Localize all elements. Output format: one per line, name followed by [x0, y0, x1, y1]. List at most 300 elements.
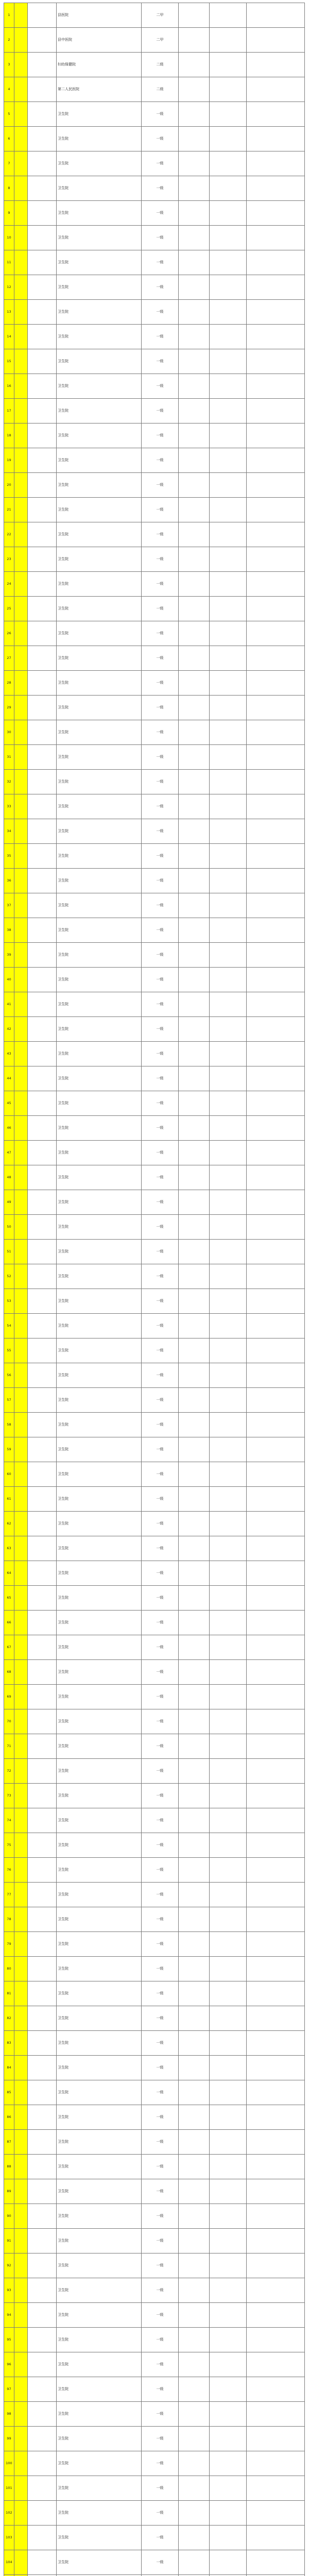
institution-level: 一级 [142, 2278, 179, 2303]
institution-level: 一级 [142, 1091, 179, 1116]
note-cell [247, 572, 305, 597]
note-cell [247, 2352, 305, 2377]
table-row [4, 1957, 305, 1981]
note-cell [247, 102, 305, 127]
value-cell-2 [210, 1883, 247, 1907]
value-cell-1 [179, 2303, 210, 2328]
row-number: 101 [4, 2476, 14, 2501]
value-cell-2 [210, 1561, 247, 1586]
institution-name: 卫生院 [57, 2377, 142, 2402]
table-row [4, 28, 305, 53]
value-cell-2 [210, 325, 247, 349]
note-cell [247, 498, 305, 522]
institution-name: 卫生院 [57, 2006, 142, 2031]
city-cell [14, 1685, 28, 1709]
value-cell-2 [210, 2427, 247, 2451]
county-cell [28, 1388, 57, 1413]
table-row [4, 1413, 305, 1437]
table-row [4, 2526, 305, 2550]
table-row [4, 819, 305, 844]
county-cell [28, 1165, 57, 1190]
county-cell [28, 1932, 57, 1957]
table-row [4, 250, 305, 275]
county-cell [28, 1487, 57, 1512]
note-cell [247, 1685, 305, 1709]
city-cell [14, 2526, 28, 2550]
county-cell [28, 696, 57, 720]
value-cell-1 [179, 1611, 210, 1635]
value-cell-2 [210, 1289, 247, 1314]
row-number: 66 [4, 1611, 14, 1635]
city-cell [14, 2155, 28, 2179]
note-cell [247, 1561, 305, 1586]
institution-level: 一级 [142, 2377, 179, 2402]
value-cell-2 [210, 720, 247, 745]
institution-level: 一级 [142, 1932, 179, 1957]
value-cell-1 [179, 1660, 210, 1685]
institution-level: 一级 [142, 597, 179, 621]
table-row [4, 1784, 305, 1808]
row-number: 59 [4, 1437, 14, 1462]
value-cell-2 [210, 1437, 247, 1462]
value-cell-2 [210, 275, 247, 300]
table-row [4, 151, 305, 176]
value-cell-2 [210, 1957, 247, 1981]
note-cell [247, 1091, 305, 1116]
row-number: 62 [4, 1512, 14, 1536]
institution-name: 卫生院 [57, 1240, 142, 1264]
county-cell [28, 151, 57, 176]
row-number: 39 [4, 943, 14, 968]
institution-name: 卫生院 [57, 1586, 142, 1611]
table-row [4, 968, 305, 992]
institution-name: 卫生院 [57, 1833, 142, 1858]
row-number: 34 [4, 819, 14, 844]
institution-name: 卫生院 [57, 968, 142, 992]
value-cell-1 [179, 2526, 210, 2550]
row-number: 29 [4, 696, 14, 720]
row-number: 4 [4, 77, 14, 102]
institution-level: 一级 [142, 226, 179, 250]
table-row [4, 2328, 305, 2352]
row-number: 54 [4, 1314, 14, 1338]
county-cell [28, 671, 57, 696]
note-cell [247, 1759, 305, 1784]
county-cell [28, 423, 57, 448]
city-cell [14, 893, 28, 918]
note-cell [247, 2179, 305, 2204]
value-cell-1 [179, 399, 210, 423]
city-cell [14, 918, 28, 943]
city-cell [14, 1981, 28, 2006]
institution-name: 卫生院 [57, 1932, 142, 1957]
value-cell-1 [179, 547, 210, 572]
institution-level: 一级 [142, 275, 179, 300]
row-number: 43 [4, 1042, 14, 1066]
value-cell-1 [179, 1833, 210, 1858]
institution-level: 一级 [142, 1907, 179, 1932]
value-cell-2 [210, 2056, 247, 2080]
county-cell [28, 1512, 57, 1536]
value-cell-1 [179, 1190, 210, 1215]
value-cell-1 [179, 2427, 210, 2451]
city-cell [14, 1883, 28, 1907]
row-number: 98 [4, 2402, 14, 2427]
institution-level: 一级 [142, 2229, 179, 2253]
value-cell-1 [179, 1586, 210, 1611]
city-cell [14, 2352, 28, 2377]
institution-name: 卫生院 [57, 2253, 142, 2278]
county-cell [28, 1709, 57, 1734]
value-cell-1 [179, 671, 210, 696]
table-row [4, 2427, 305, 2451]
note-cell [247, 2229, 305, 2253]
note-cell [247, 1215, 305, 1240]
row-number: 27 [4, 646, 14, 671]
city-cell [14, 621, 28, 646]
institution-level: 一级 [142, 1437, 179, 1462]
table-row [4, 374, 305, 399]
county-cell [28, 1264, 57, 1289]
note-cell [247, 893, 305, 918]
note-cell [247, 1981, 305, 2006]
table-row [4, 1635, 305, 1660]
county-cell [28, 2427, 57, 2451]
value-cell-2 [210, 992, 247, 1017]
institution-name: 卫生院 [57, 1808, 142, 1833]
institution-level: 一级 [142, 1635, 179, 1660]
table-row [4, 1314, 305, 1338]
value-cell-1 [179, 597, 210, 621]
city-cell [14, 1091, 28, 1116]
table-row [4, 1586, 305, 1611]
institution-level: 一级 [142, 448, 179, 473]
institution-name: 卫生院 [57, 1734, 142, 1759]
county-cell [28, 646, 57, 671]
value-cell-1 [179, 28, 210, 53]
row-number: 96 [4, 2352, 14, 2377]
institution-name: 卫生院 [57, 696, 142, 720]
row-number: 74 [4, 1808, 14, 1833]
table-row [4, 2451, 305, 2476]
city-cell [14, 498, 28, 522]
county-cell [28, 2377, 57, 2402]
value-cell-1 [179, 1759, 210, 1784]
note-cell [247, 522, 305, 547]
table-row [4, 1759, 305, 1784]
note-cell [247, 1165, 305, 1190]
table-row [4, 2006, 305, 2031]
value-cell-2 [210, 2451, 247, 2476]
institution-level: 一级 [142, 1017, 179, 1042]
value-cell-2 [210, 869, 247, 893]
value-cell-1 [179, 2179, 210, 2204]
city-cell [14, 2056, 28, 2080]
county-cell [28, 2006, 57, 2031]
county-cell [28, 1611, 57, 1635]
row-number: 28 [4, 671, 14, 696]
value-cell-2 [210, 250, 247, 275]
county-cell [28, 1957, 57, 1981]
value-cell-1 [179, 794, 210, 819]
institution-name: 卫生院 [57, 1561, 142, 1586]
row-number: 76 [4, 1858, 14, 1883]
city-cell [14, 1932, 28, 1957]
table-row [4, 2278, 305, 2303]
value-cell-2 [210, 1314, 247, 1338]
row-number: 9 [4, 201, 14, 226]
institution-name: 卫生院 [57, 893, 142, 918]
row-number: 75 [4, 1833, 14, 1858]
value-cell-1 [179, 1042, 210, 1066]
institution-name: 卫生院 [57, 819, 142, 844]
institution-level: 一级 [142, 1066, 179, 1091]
city-cell [14, 1586, 28, 1611]
institution-name: 卫生院 [57, 1611, 142, 1635]
institution-name: 卫生院 [57, 745, 142, 770]
note-cell [247, 869, 305, 893]
row-number: 60 [4, 1462, 14, 1487]
institution-name: 卫生院 [57, 621, 142, 646]
value-cell-2 [210, 151, 247, 176]
note-cell [247, 819, 305, 844]
city-cell [14, 1833, 28, 1858]
value-cell-1 [179, 374, 210, 399]
note-cell [247, 770, 305, 794]
table-row [4, 325, 305, 349]
institution-name: 卫生院 [57, 226, 142, 250]
institution-name: 卫生院 [57, 2402, 142, 2427]
value-cell-1 [179, 1784, 210, 1808]
institution-name: 卫生院 [57, 646, 142, 671]
city-cell [14, 2031, 28, 2056]
table-row [4, 2501, 305, 2526]
institution-name: 卫生院 [57, 2501, 142, 2526]
value-cell-2 [210, 572, 247, 597]
city-cell [14, 1784, 28, 1808]
value-cell-1 [179, 2352, 210, 2377]
table-row [4, 1611, 305, 1635]
row-number: 72 [4, 1759, 14, 1784]
county-cell [28, 2550, 57, 2575]
county-cell [28, 2130, 57, 2155]
row-number: 45 [4, 1091, 14, 1116]
institution-level: 二级 [142, 53, 179, 77]
county-cell [28, 77, 57, 102]
institution-name: 卫生院 [57, 2278, 142, 2303]
row-number: 11 [4, 250, 14, 275]
table-row [4, 1734, 305, 1759]
institution-name: 卫生院 [57, 2229, 142, 2253]
value-cell-1 [179, 1437, 210, 1462]
county-cell [28, 250, 57, 275]
county-cell [28, 597, 57, 621]
row-number: 46 [4, 1116, 14, 1141]
institution-name: 卫生院 [57, 1981, 142, 2006]
table-row [4, 1141, 305, 1165]
table-row [4, 53, 305, 77]
value-cell-2 [210, 1413, 247, 1437]
county-cell [28, 1363, 57, 1388]
city-cell [14, 2229, 28, 2253]
row-number: 33 [4, 794, 14, 819]
institution-name: 卫生院 [57, 1536, 142, 1561]
value-cell-1 [179, 2328, 210, 2352]
institution-level: 一级 [142, 127, 179, 151]
county-cell [28, 1413, 57, 1437]
institution-level: 二甲 [142, 3, 179, 28]
county-cell [28, 1784, 57, 1808]
institution-level: 一级 [142, 1685, 179, 1709]
value-cell-1 [179, 300, 210, 325]
institution-level: 一级 [142, 2451, 179, 2476]
county-cell [28, 1883, 57, 1907]
table-row [4, 2402, 305, 2427]
institution-level: 二级 [142, 77, 179, 102]
institution-level: 一级 [142, 250, 179, 275]
institution-level: 一级 [142, 1883, 179, 1907]
value-cell-2 [210, 127, 247, 151]
value-cell-1 [179, 2501, 210, 2526]
county-cell [28, 720, 57, 745]
county-cell [28, 918, 57, 943]
row-number: 8 [4, 176, 14, 201]
value-cell-1 [179, 770, 210, 794]
institution-name: 卫生院 [57, 992, 142, 1017]
value-cell-1 [179, 2377, 210, 2402]
value-cell-2 [210, 522, 247, 547]
institution-level: 二甲 [142, 28, 179, 53]
row-number: 1 [4, 3, 14, 28]
value-cell-2 [210, 53, 247, 77]
value-cell-1 [179, 745, 210, 770]
value-cell-2 [210, 1808, 247, 1833]
value-cell-2 [210, 176, 247, 201]
city-cell [14, 1512, 28, 1536]
value-cell-1 [179, 1388, 210, 1413]
institution-level: 一级 [142, 2080, 179, 2105]
row-number: 56 [4, 1363, 14, 1388]
value-cell-1 [179, 696, 210, 720]
value-cell-1 [179, 1635, 210, 1660]
value-cell-2 [210, 1833, 247, 1858]
county-cell [28, 943, 57, 968]
value-cell-2 [210, 2229, 247, 2253]
note-cell [247, 151, 305, 176]
note-cell [247, 621, 305, 646]
county-cell [28, 1907, 57, 1932]
institution-name: 卫生院 [57, 349, 142, 374]
row-number: 32 [4, 770, 14, 794]
institution-level: 一级 [142, 1808, 179, 1833]
county-cell [28, 127, 57, 151]
institution-level: 一级 [142, 819, 179, 844]
note-cell [247, 1487, 305, 1512]
institution-level: 一级 [142, 1536, 179, 1561]
row-number: 23 [4, 547, 14, 572]
note-cell [247, 2328, 305, 2352]
table-row [4, 2155, 305, 2179]
county-cell [28, 1240, 57, 1264]
city-cell [14, 3, 28, 28]
table-row [4, 1561, 305, 1586]
note-cell [247, 1314, 305, 1338]
value-cell-2 [210, 2402, 247, 2427]
city-cell [14, 770, 28, 794]
value-cell-1 [179, 1264, 210, 1289]
row-number: 69 [4, 1685, 14, 1709]
value-cell-1 [179, 201, 210, 226]
table-row [4, 1907, 305, 1932]
county-cell [28, 300, 57, 325]
city-cell [14, 1437, 28, 1462]
county-cell [28, 325, 57, 349]
note-cell [247, 794, 305, 819]
city-cell [14, 77, 28, 102]
institution-name: 卫生院 [57, 325, 142, 349]
value-cell-1 [179, 1487, 210, 1512]
note-cell [247, 399, 305, 423]
value-cell-1 [179, 102, 210, 127]
row-number: 40 [4, 968, 14, 992]
value-cell-2 [210, 2155, 247, 2179]
note-cell [247, 968, 305, 992]
city-cell [14, 1808, 28, 1833]
institution-level: 一级 [142, 2476, 179, 2501]
county-cell [28, 28, 57, 53]
institution-name: 卫生院 [57, 1116, 142, 1141]
institution-level: 一级 [142, 473, 179, 498]
row-number: 57 [4, 1388, 14, 1413]
city-cell [14, 2550, 28, 2575]
note-cell [247, 1784, 305, 1808]
value-cell-2 [210, 1116, 247, 1141]
value-cell-2 [210, 1240, 247, 1264]
value-cell-2 [210, 1388, 247, 1413]
institution-name: 卫生院 [57, 2451, 142, 2476]
table-row [4, 1685, 305, 1709]
value-cell-2 [210, 1907, 247, 1932]
value-cell-2 [210, 3, 247, 28]
row-number: 87 [4, 2130, 14, 2155]
value-cell-2 [210, 1017, 247, 1042]
note-cell [247, 547, 305, 572]
row-number: 18 [4, 423, 14, 448]
row-number: 88 [4, 2155, 14, 2179]
value-cell-1 [179, 572, 210, 597]
value-cell-2 [210, 2278, 247, 2303]
value-cell-1 [179, 127, 210, 151]
institution-name: 卫生院 [57, 1264, 142, 1289]
county-cell [28, 498, 57, 522]
row-number: 47 [4, 1141, 14, 1165]
county-cell [28, 1635, 57, 1660]
county-cell [28, 1660, 57, 1685]
institution-level: 一级 [142, 646, 179, 671]
county-cell [28, 399, 57, 423]
table-row [4, 547, 305, 572]
institution-level: 一级 [142, 1981, 179, 2006]
note-cell [247, 2550, 305, 2575]
table-row [4, 893, 305, 918]
table-row [4, 1512, 305, 1536]
county-cell [28, 1190, 57, 1215]
institution-level: 一级 [142, 1957, 179, 1981]
note-cell [247, 1833, 305, 1858]
institution-name: 县中医院 [57, 28, 142, 53]
value-cell-2 [210, 844, 247, 869]
value-cell-2 [210, 2501, 247, 2526]
